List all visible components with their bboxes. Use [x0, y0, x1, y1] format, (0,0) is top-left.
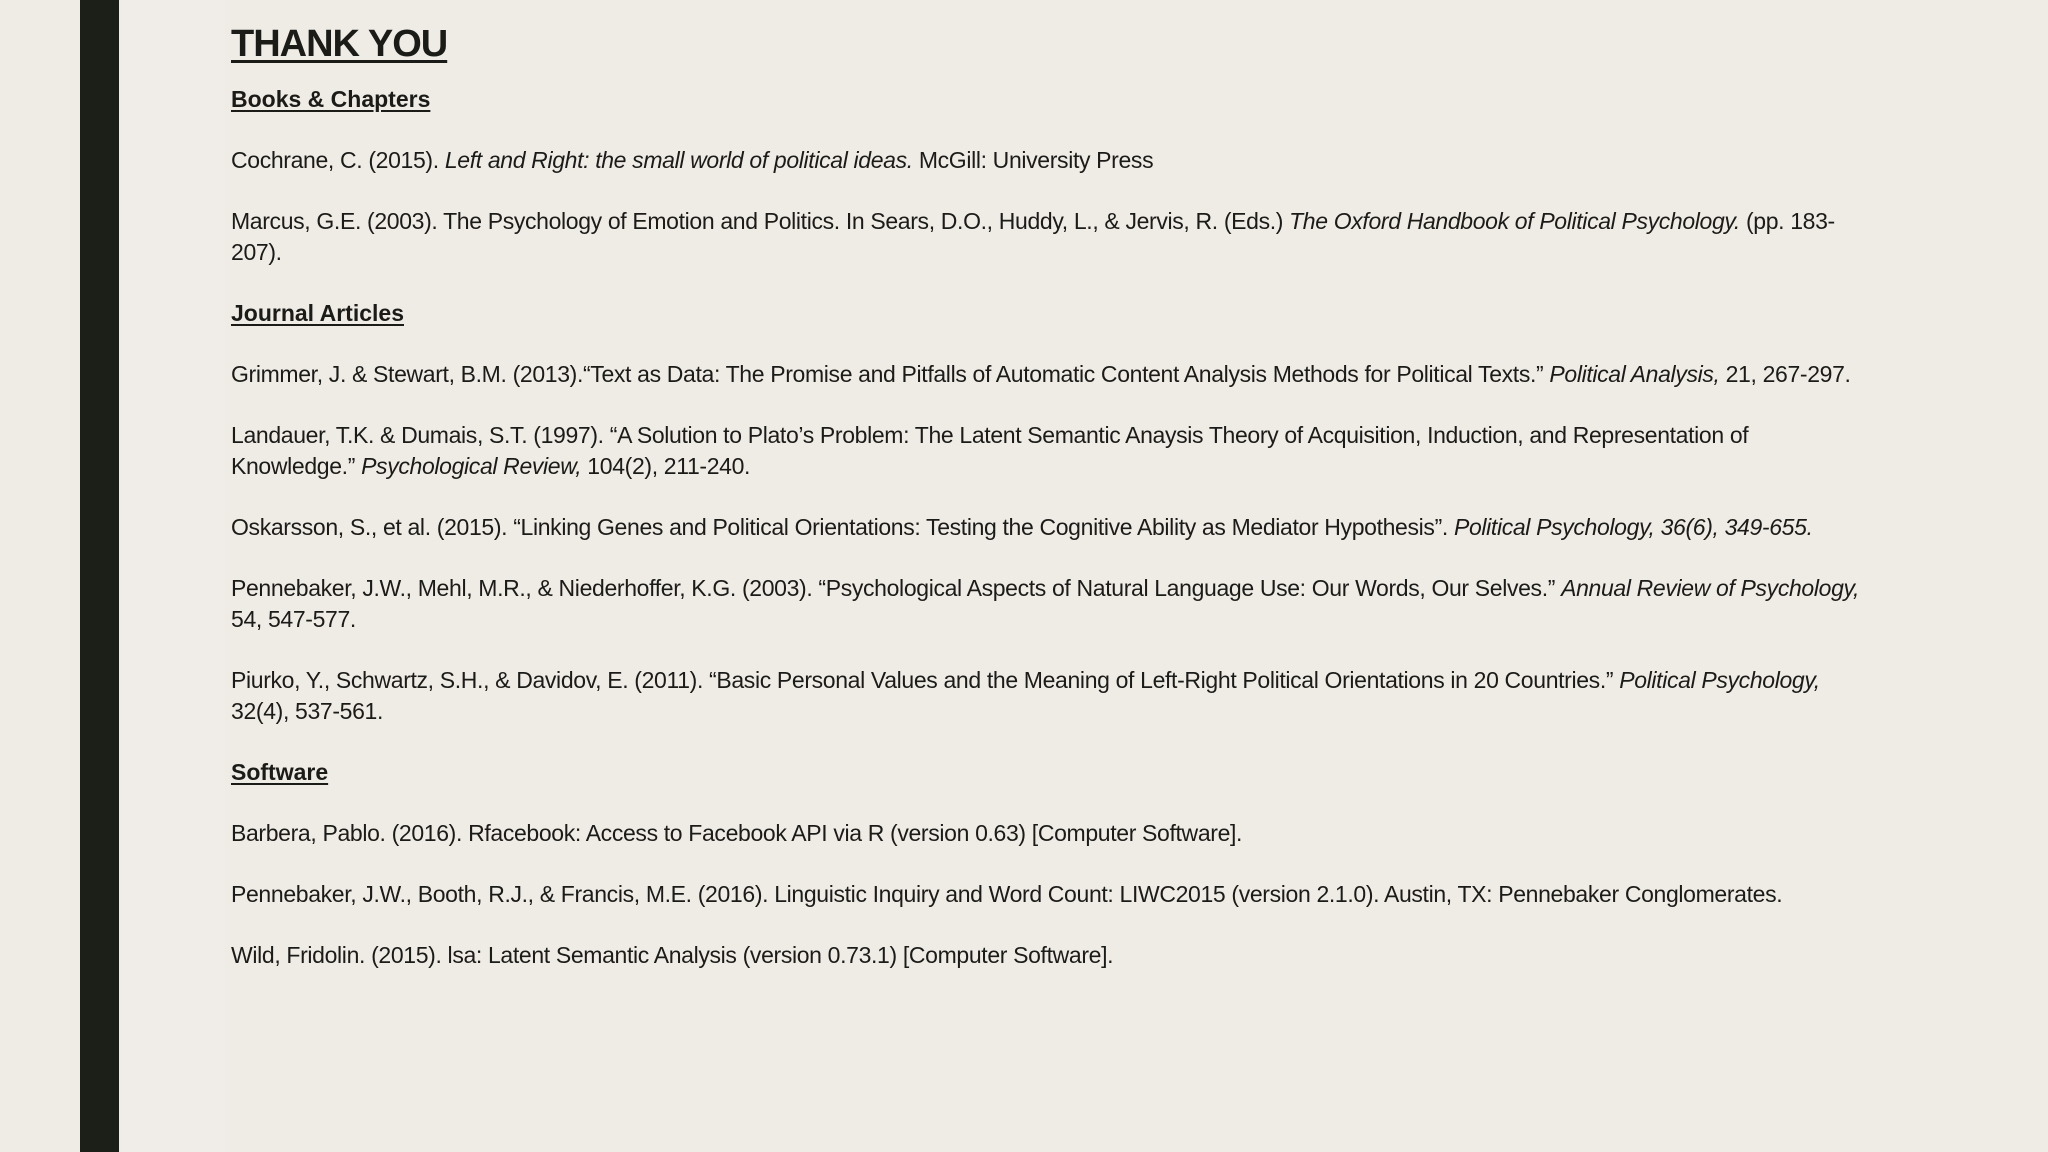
reference-italic: The Oxford Handbook of Political Psychology.: [1289, 208, 1740, 234]
reference-entry: [231, 206, 1871, 268]
section-heading-software: Software: [231, 759, 329, 785]
reference-entry: [231, 420, 1871, 482]
reference-italic: Psychological Review,: [361, 453, 582, 479]
reference-text: 32(4), 537-561.: [231, 698, 384, 724]
reference-text: Cochrane, C. (2015).: [231, 147, 445, 173]
reference-entry: [231, 940, 1871, 971]
section-heading-books: Books & Chapters: [231, 86, 431, 112]
reference-text: 104(2), 211-240.: [581, 453, 751, 479]
reference-text: Landauer, T.K. & Dumais, S.T. (1997). “A Solution to Plato’s Problem: The Latent Semantic Anaysis Theory of Acquisition, Induction, and Representation of Knowledge.”: [231, 422, 1749, 479]
reference-entry: [231, 665, 1871, 727]
reference-entry: [231, 359, 1871, 390]
reference-entry: [231, 818, 1871, 849]
reference-text: Wild, Fridolin. (2015). lsa: Latent Semantic Analysis (version 0.73.1) [Computer Software].: [231, 942, 1114, 968]
reference-text: Pennebaker, J.W., Mehl, M.R., & Niederhoffer, K.G. (2003). “Psychological Aspects of Natural Language Use: Our Words, Our Selves.”: [231, 575, 1562, 601]
slide-sidebar-gap: [119, 0, 225, 1152]
reference-entry: [231, 573, 1871, 635]
reference-text: (pp. 183-207).: [231, 208, 1835, 265]
reference-text: Marcus, G.E. (2003). The Psychology of Emotion and Politics. In Sears, D.O., Huddy, L., & Jervis, R. (Eds.): [231, 208, 1290, 234]
reference-italic: Political Psychology,: [1619, 667, 1820, 693]
slide-title: THANK YOU: [231, 23, 448, 65]
reference-text: Piurko, Y., Schwartz, S.H., & Davidov, E. (2011). “Basic Personal Values and the Meaning of Left-Right Political Orientations in 20 Countries.”: [231, 667, 1620, 693]
slide-sidebar-bar: [80, 0, 119, 1152]
reference-entry: [231, 512, 1871, 543]
reference-entry: [231, 145, 1871, 176]
reference-text: Grimmer, J. & Stewart, B.M. (2013).“Text as Data: The Promise and Pitfalls of Automatic Content Analysis Methods for Political Texts.”: [231, 361, 1550, 387]
section-heading-journals: Journal Articles: [231, 300, 404, 326]
reference-text: Pennebaker, J.W., Booth, R.J., & Francis, M.E. (2016). Linguistic Inquiry and Word Count: LIWC2015 (version 2.1.0). Austin, TX: Pennebaker Conglomerates.: [231, 881, 1783, 907]
reference-italic: Political Analysis,: [1549, 361, 1720, 387]
reference-text: 21, 267-297.: [1719, 361, 1851, 387]
reference-text: 54, 547-577.: [231, 606, 356, 632]
references-slide: [231, 18, 1871, 971]
reference-italic: Left and Right: the small world of political ideas.: [444, 147, 913, 173]
reference-entry: [231, 879, 1871, 910]
reference-text: McGill: University Press: [912, 147, 1154, 173]
reference-italic: Political Psychology, 36(6), 349-655.: [1453, 514, 1813, 540]
reference-text: Barbera, Pablo. (2016). Rfacebook: Access to Facebook API via R (version 0.63) [Computer Software].: [231, 820, 1243, 846]
reference-text: Oskarsson, S., et al. (2015). “Linking Genes and Political Orientations: Testing the Cognitive Ability as Mediator Hypothesis”.: [231, 514, 1454, 540]
reference-italic: Annual Review of Psychology,: [1561, 575, 1859, 601]
